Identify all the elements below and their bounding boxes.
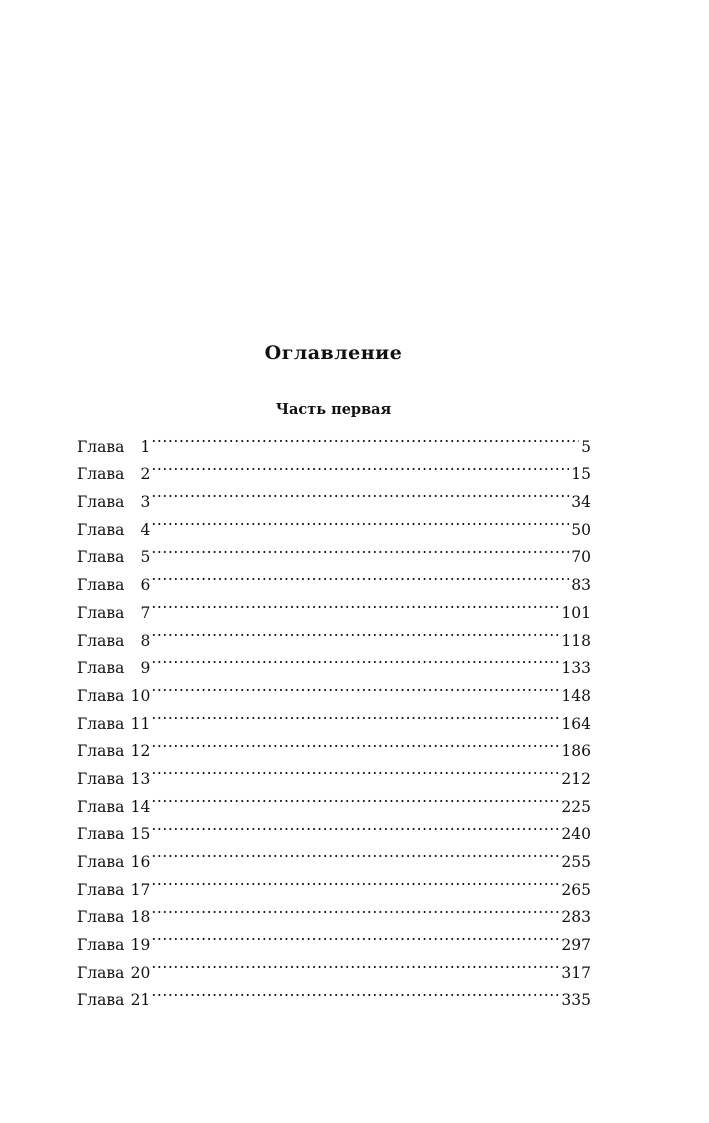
- chapter-word: Глава: [77, 465, 125, 484]
- toc-entry-1: [77, 424, 591, 456]
- page-number: 265: [561, 880, 591, 899]
- dot-leader: [151, 646, 559, 674]
- toc-entry-14: [77, 784, 591, 816]
- chapter-number: 16: [130, 853, 151, 871]
- chapter-word: Глава: [77, 769, 125, 788]
- page-number: 164: [561, 714, 591, 733]
- dot-leader: [151, 784, 559, 812]
- page-number: 255: [561, 853, 591, 871]
- chapter-word: Глава: [77, 714, 125, 733]
- toc-entry-16: [77, 839, 591, 871]
- dot-leader: [151, 839, 559, 867]
- chapter-word: Глава: [77, 853, 125, 871]
- page-number: 283: [561, 908, 591, 927]
- chapter-number: 5: [140, 548, 151, 567]
- dot-leader: [151, 756, 559, 784]
- chapter-word: Глава: [77, 631, 125, 650]
- dot-leader: [151, 729, 559, 757]
- page-number: 50: [571, 520, 591, 539]
- chapter-number: 6: [140, 576, 151, 595]
- chapter-number: 10: [130, 686, 151, 705]
- chapter-number: 9: [140, 659, 151, 678]
- dot-leader: [151, 978, 559, 1006]
- dot-leader: [151, 867, 559, 895]
- chapter-number: 21: [130, 991, 151, 1010]
- chapter-word: Глава: [77, 520, 125, 539]
- toc-entry-3: [77, 479, 591, 512]
- chapter-word: Глава: [77, 686, 125, 705]
- dot-leader: [151, 922, 559, 950]
- chapter-number: 2: [140, 465, 151, 484]
- chapter-number: 18: [130, 908, 151, 927]
- toc-entry-7: [77, 590, 591, 622]
- toc-entry-13: [77, 756, 591, 788]
- page-number: 212: [561, 769, 591, 788]
- page-number: 5: [581, 437, 591, 456]
- toc-entry-17: [77, 867, 591, 899]
- page-number: 133: [561, 659, 591, 678]
- chapter-word: Глава: [77, 437, 125, 456]
- dot-leader: [151, 673, 559, 701]
- toc-entry-9: [77, 646, 591, 678]
- page-number: 317: [561, 963, 591, 982]
- toc-entry-21: [77, 978, 591, 1010]
- dot-leader: [151, 424, 579, 452]
- chapter-word: Глава: [77, 880, 125, 899]
- toc-entry-18: [77, 895, 591, 927]
- toc-list: [77, 424, 591, 1010]
- toc-title: Оглавление: [264, 342, 403, 364]
- toc-entry-11: [77, 701, 591, 733]
- chapter-word: Глава: [77, 493, 125, 512]
- page-number: 118: [561, 631, 591, 650]
- part-title: Часть первая: [275, 401, 392, 418]
- chapter-number: 20: [130, 963, 151, 982]
- chapter-number: 3: [140, 493, 151, 512]
- chapter-word: Глава: [77, 991, 125, 1010]
- chapter-word: Глава: [77, 908, 125, 927]
- toc-entry-8: [77, 618, 591, 650]
- dot-leader: [151, 535, 569, 563]
- chapter-word: Глава: [77, 742, 125, 761]
- dot-leader: [151, 590, 559, 618]
- page-number: 148: [561, 686, 591, 705]
- chapter-number: 11: [130, 714, 151, 733]
- dot-leader: [151, 950, 559, 978]
- chapter-number: 4: [140, 520, 151, 539]
- chapter-word: Глава: [77, 825, 125, 844]
- dot-leader: [151, 701, 559, 729]
- page-number: 15: [571, 465, 591, 484]
- chapter-number: 1: [140, 437, 151, 456]
- toc-entry-12: [77, 729, 591, 761]
- page-number: 70: [571, 548, 591, 567]
- toc-entry-2: [77, 452, 591, 484]
- dot-leader: [151, 507, 569, 535]
- toc-entry-10: [77, 673, 591, 705]
- chapter-word: Глава: [77, 603, 125, 622]
- chapter-number: 17: [130, 880, 151, 899]
- chapter-word: Глава: [77, 548, 125, 567]
- page-number: 240: [561, 825, 591, 844]
- chapter-number: 15: [130, 825, 151, 844]
- dot-leader: [151, 895, 559, 923]
- chapter-number: 19: [130, 936, 151, 955]
- chapter-word: Глава: [77, 797, 125, 816]
- chapter-number: 8: [140, 631, 151, 650]
- dot-leader: [151, 618, 559, 646]
- chapter-word: Глава: [77, 936, 125, 955]
- toc-entry-6: [77, 562, 591, 595]
- page-number: 297: [561, 936, 591, 955]
- chapter-number: 12: [130, 742, 151, 761]
- page-number: 83: [571, 576, 591, 595]
- dot-leader: [151, 452, 569, 480]
- chapter-number: 14: [130, 797, 151, 816]
- page-number: 225: [561, 797, 591, 816]
- chapter-word: Глава: [77, 576, 125, 595]
- chapter-number: 13: [130, 769, 151, 788]
- page-number: 101: [561, 603, 591, 622]
- dot-leader: [151, 562, 569, 590]
- toc-entry-15: [77, 812, 591, 844]
- chapter-word: Глава: [77, 659, 125, 678]
- chapter-word: Глава: [77, 963, 125, 982]
- toc-entry-19: [77, 922, 591, 955]
- page-number: 335: [561, 991, 591, 1010]
- chapter-number: 7: [140, 603, 151, 622]
- toc-entry-20: [77, 950, 591, 982]
- toc-entry-5: [77, 535, 591, 567]
- page-number: 34: [571, 493, 591, 512]
- dot-leader: [151, 479, 569, 507]
- page-number: 186: [561, 742, 591, 761]
- toc-entry-4: [77, 507, 591, 539]
- dot-leader: [151, 812, 559, 840]
